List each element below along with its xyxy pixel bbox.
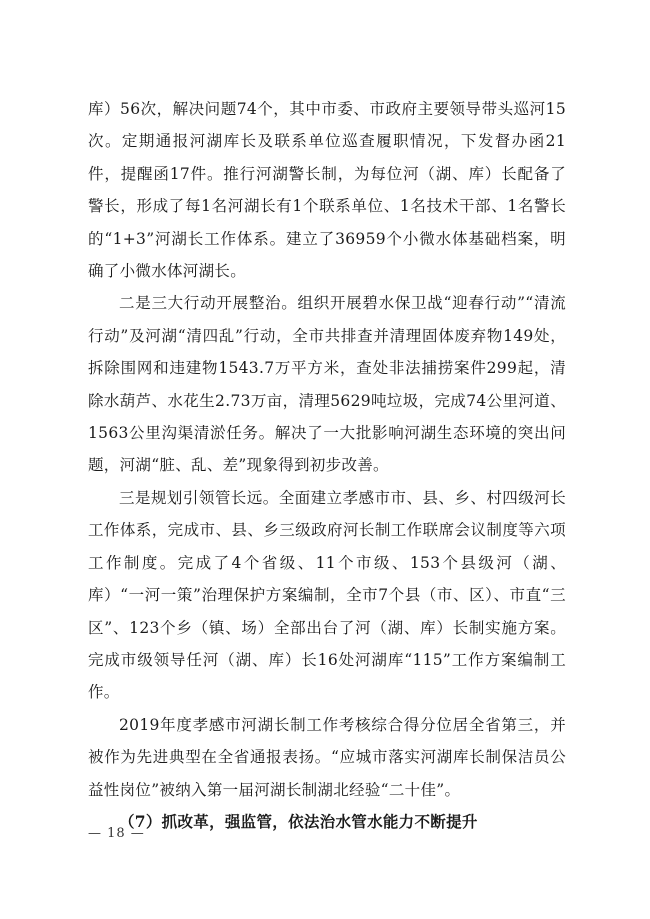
section-heading: （7）抓改革，强监管，依法治水管水能力不断提升 [119,811,478,831]
paragraph-1: 库）56次，解决问题74个，其中市委、市政府主要领导带头巡河15次。定期通报河湖库长及联系单位巡查履职情况，下发督办函21件，提醒函17件。推行河湖警长制，为每位河（湖、库）长配备了警长，形成了每1名河湖长有1个联系单位、1名技术干部、1名警长的“1+3”河湖长工作体系。建立了36959个小微水体基础档案，明确了小微水体河湖长。 [88,100,566,281]
page-number: — 18 — [88,826,145,841]
paragraph-2: 二是三大行动开展整治。组织开展碧水保卫战“迎春行动”“清流行动”及河湖“清四乱”行动，全市共排查并清理固体废弃物149处，拆除围网和违建物1543.7万平方米，查处非法捕捞案件299起，清除水葫芦、水花生2.73万亩，清理5629吨垃圾，完成74公里河道、1563公里沟渠清淤任务。解决了一大批影响河湖生态环境的突出问题，河湖“脏、乱、差”现象得到初步改善。 [88,294,566,475]
document-body [88,93,566,838]
paragraph-3: 三是规划引领管长远。全面建立孝感市市、县、乡、村四级河长工作体系，完成市、县、乡三级政府河长制工作联席会议制度等六项工作制度。完成了4个省级、11个市级、153个县级河（湖、库）“一河一策”治理保护方案编制，全市7个县（市、区）、市直“三区”、123个乡（镇、场）全部出台了河（湖、库）长制实施方案。完成市级领导任河（湖、库）长16处河湖库“115”工作方案编制工作。 [88,488,566,702]
paragraph-4: 2019年度孝感市河湖长制工作考核综合得分位居全省第三，并被作为先进典型在全省通报表扬。“应城市落实河湖库长制保洁员公益性岗位”被纳入第一届河湖长制湖北经验“二十佳”。 [88,715,566,799]
